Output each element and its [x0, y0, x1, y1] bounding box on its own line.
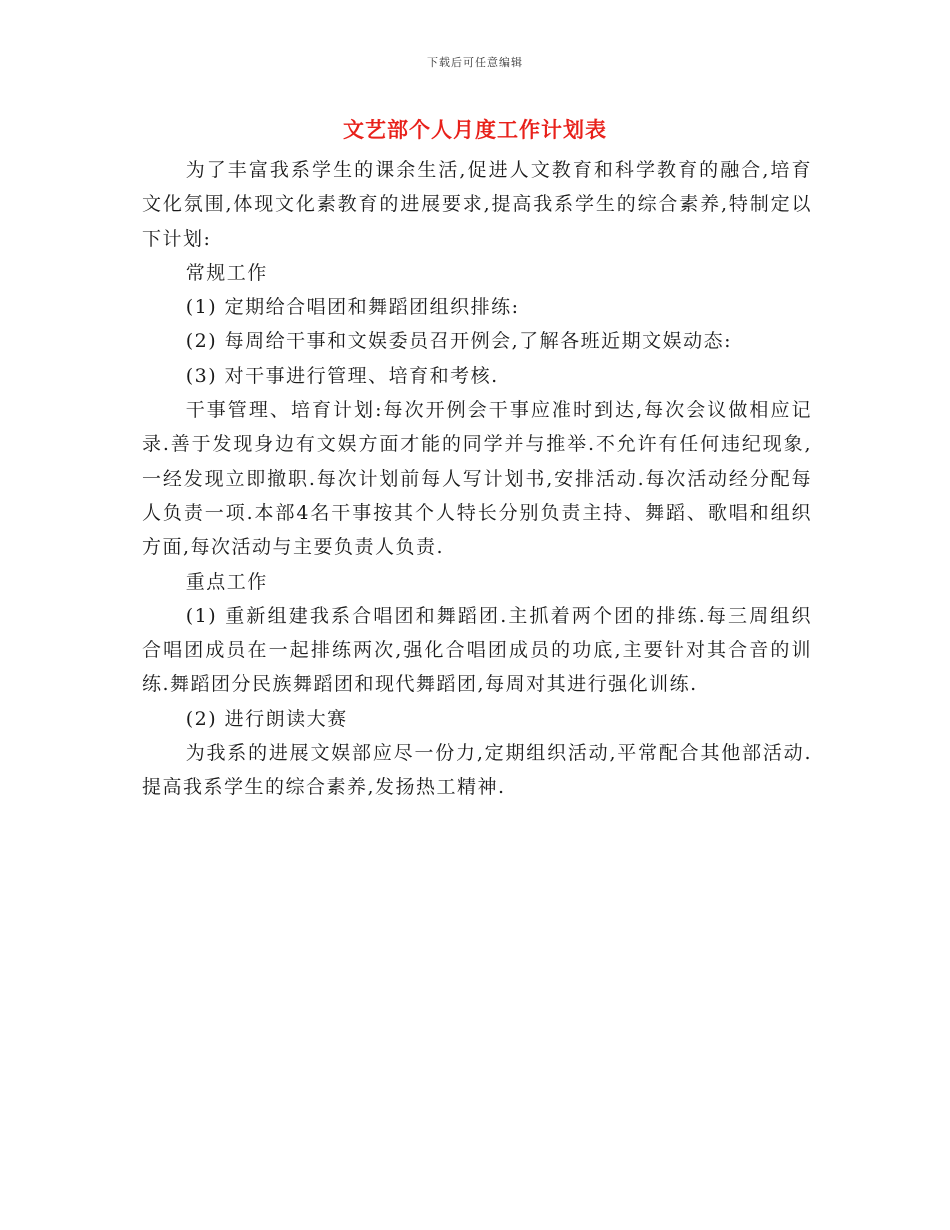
header-note: 下载后可任意编辑: [427, 56, 523, 69]
routine-item-3: (3) 对干事进行管理、培育和考核.: [185, 364, 499, 387]
section-heading-routine-work: 常规工作: [185, 261, 268, 284]
routine-item-1: (1) 定期给合唱团和舞蹈团组织排练:: [185, 296, 520, 319]
closing-paragraph: 为我系的进展文娱部应尽一份力,定期组织活动,平常配合其他部活动.提高我系学生的综合素养,发扬热工精神.: [142, 742, 812, 799]
document-body: [142, 153, 812, 805]
staff-management-paragraph: 干事管理、培育计划:每次开例会干事应准时到达,每次会议做相应记录.善于发现身边有文娱方面才能的同学并与推举.不允许有任何违纪现象,一经发现立即撤职.每次计划前每人写计划书,安排活动.每次活动经分配每人负责一项.本部4名干事按其个人特长分别负责主持、舞蹈、歌唱和组织方面,每次活动与主要负责人负责.: [142, 399, 812, 559]
key-work-item-2: (2) 进行朗读大赛: [185, 707, 348, 730]
key-work-item-1: (1) 重新组建我系合唱团和舞蹈团.主抓着两个团的排练.每三周组织合唱团成员在一起排练两次,强化合唱团成员的功底,主要针对其合音的训练.舞蹈团分民族舞蹈团和现代舞蹈团,每周对其进行强化训练.: [142, 604, 812, 696]
document-title: 文艺部个人月度工作计划表: [343, 117, 607, 142]
routine-item-2: (2) 每周给干事和文娱委员召开例会,了解各班近期文娱动态:: [185, 330, 733, 353]
intro-paragraph: 为了丰富我系学生的课余生活,促进人文教育和科学教育的融合,培育文化氛围,体现文化素教育的进展要求,提高我系学生的综合素养,特制定以下计划:: [142, 159, 812, 250]
section-heading-key-work: 重点工作: [185, 570, 268, 593]
